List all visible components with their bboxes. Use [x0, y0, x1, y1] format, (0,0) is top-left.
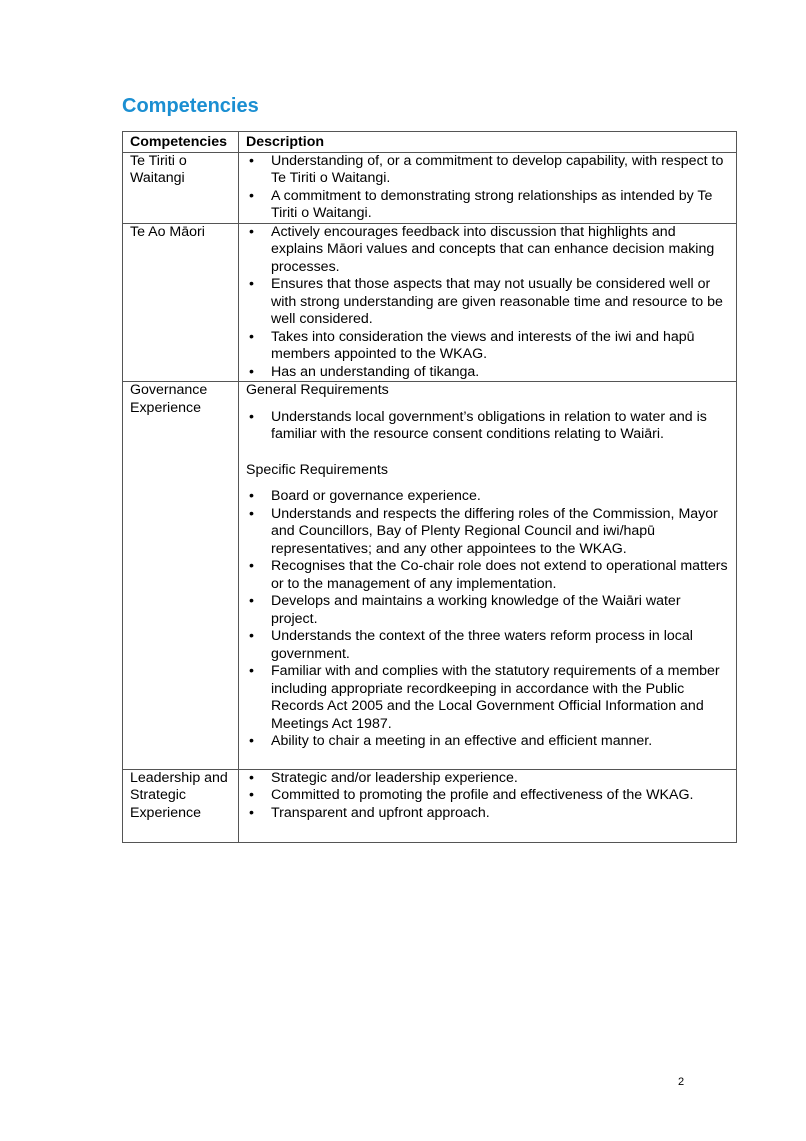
- list-item: • Strategic and/or leadership experience.: [246, 770, 730, 788]
- general-requirements-heading: General Requirements: [246, 382, 389, 398]
- list-item: • Takes into consideration the views and interests of the iwi and hapū members appointed to the WKAG.: [246, 329, 730, 364]
- competency-name: Te Ao Māori: [123, 223, 239, 382]
- list-item: • Recognises that the Co-chair role does not extend to operational matters or to the management of any implementation.: [246, 558, 730, 593]
- table-row: [123, 152, 737, 223]
- list-item: • Familiar with and complies with the statutory requirements of a member including appropriate recordkeeping in accordance with the Public Records Act 2005 and the Local Government Official Information and Meetings Act 1987.: [246, 663, 730, 733]
- list-item: • Transparent and upfront approach.: [246, 805, 730, 823]
- list-item: • A commitment to demonstrating strong relationships as intended by Te Tiriti o Waitangi.: [246, 188, 730, 223]
- list-item: • Understands and respects the differing roles of the Commission, Mayor and Councillors, Bay of Plenty Regional Council and iwi/hapū representatives; and any other appointees to the WKAG.: [246, 506, 730, 559]
- list-item: • Board or governance experience.: [246, 488, 730, 506]
- list-item: • Actively encourages feedback into discussion that highlights and explains Māori values and concepts that can enhance decision making processes.: [246, 224, 730, 277]
- bullet-list: [246, 153, 730, 223]
- table-header-row: [123, 132, 737, 153]
- list-item: • Ensures that those aspects that may not usually be considered well or with strong understanding are given reasonable time and resource to be well considered.: [246, 276, 730, 329]
- competencies-table: [122, 131, 737, 843]
- competency-name: Leadership and Strategic Experience: [123, 769, 239, 842]
- table-row: [123, 382, 737, 770]
- list-item: • Committed to promoting the profile and effectiveness of the WKAG.: [246, 787, 730, 805]
- list-item: • Develops and maintains a working knowledge of the Waiāri water project.: [246, 593, 730, 628]
- bullet-list: [246, 409, 730, 444]
- list-item: • Understanding of, or a commitment to develop capability, with respect to Te Tiriti o Waitangi.: [246, 153, 730, 188]
- bullet-list: [246, 770, 730, 823]
- table-row: [123, 769, 737, 842]
- competency-description: [239, 152, 737, 223]
- list-item: • Has an understanding of tikanga.: [246, 364, 730, 382]
- competency-name: Governance Experience: [123, 382, 239, 770]
- competency-description: [239, 382, 737, 770]
- header-competencies: Competencies: [123, 132, 239, 153]
- list-item: • Ability to chair a meeting in an effective and efficient manner.: [246, 733, 730, 751]
- competency-description: [239, 223, 737, 382]
- specific-requirements-heading: Specific Requirements: [246, 461, 388, 478]
- table-row: [123, 223, 737, 382]
- competency-description: [239, 769, 737, 842]
- page-heading: Competencies: [122, 95, 259, 117]
- page-number: 2: [678, 1076, 685, 1088]
- competency-name: Te Tiriti o Waitangi: [123, 152, 239, 223]
- list-item: • Understands the context of the three waters reform process in local government.: [246, 628, 730, 663]
- bullet-list: [246, 488, 730, 751]
- list-item: • Understands local government’s obligations in relation to water and is familiar with the resource consent conditions relating to Waiāri.: [246, 409, 730, 444]
- header-description: Description: [239, 132, 737, 153]
- bullet-list: [246, 224, 730, 382]
